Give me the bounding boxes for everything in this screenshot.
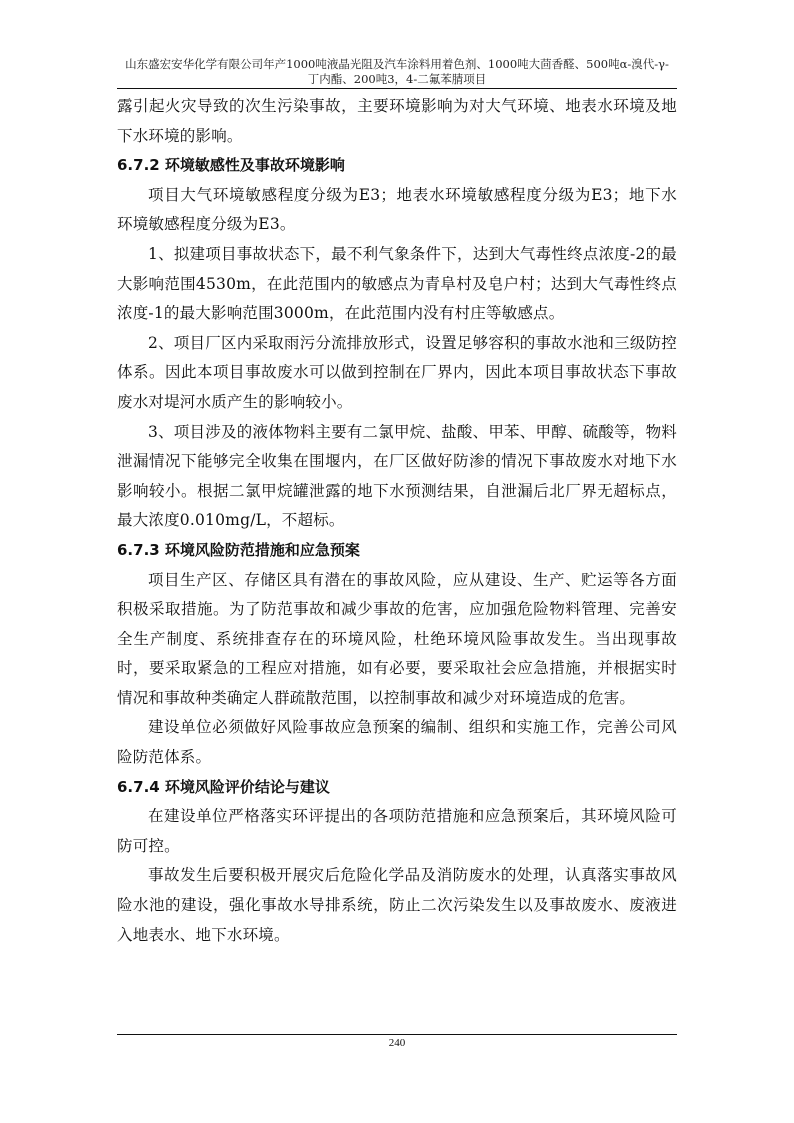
section-heading-6-7-4: 6.7.4 环境风险评价结论与建议	[117, 777, 330, 796]
running-header-line-1: 山东盛宏安华化学有限公司年产1000吨液晶光阻及汽车涂料用着色剂、1000吨大茴香醛、500吨α-溴代-γ-	[125, 57, 669, 71]
page-number: 240	[388, 1037, 406, 1049]
paragraph-conclusion: 在建设单位严格落实环评提出的各项防范措施和应急预案后，其环境风险可防可控。	[117, 807, 677, 855]
section-heading-6-7-3: 6.7.3 环境风险防范措施和应急预案	[117, 540, 360, 559]
paragraph-continuation: 露引起火灾导致的次生污染事故，主要环境影响为对大气环境、地表水环境及地下水环境的影响。	[117, 97, 677, 145]
running-header	[117, 57, 677, 87]
header-divider	[117, 88, 677, 89]
document-body	[117, 92, 677, 950]
paragraph-recommendation: 事故发生后要积极开展灾后危险化学品及消防废水的处理，认真落实事故风险水池的建设，强化事故水导排系统，防止二次污染发生以及事故废水、废液进入地表水、地下水环境。	[117, 866, 677, 944]
paragraph-sensitivity-levels: 项目大气环境敏感程度分级为E3；地表水环境敏感程度分级为E3；地下水环境敏感程度分级为E3。	[117, 185, 677, 234]
paragraph-groundwater-impact: 3、项目涉及的液体物料主要有二氯甲烷、盐酸、甲苯、甲醇、硫酸等，物料泄漏情况下能够完全收集在围堰内，在厂区做好防渗的情况下事故废水对地下水影响较小。根据二氯甲烷罐泄露的地下水预测结果，自泄漏后北厂界无超标点，最大浓度0.010mg/L，不超标。	[117, 422, 677, 530]
paragraph-prevention-measures: 项目生产区、存储区具有潜在的事故风险，应从建设、生产、贮运等各方面积极采取措施。为了防范事故和减少事故的危害，应加强危险物料管理、完善安全生产制度、系统排查存在的环境风险，杜绝环境风险事故发生。当出现事故时，要采取紧急的工程应对措施，如有必要，要采取社会应急措施，并根据实时情况和事故种类确定人群疏散范围，以控制事故和减少对环境造成的危害。	[117, 570, 677, 707]
footer-divider	[117, 1034, 677, 1035]
paragraph-atmospheric-impact: 1、拟建项目事故状态下，最不利气象条件下，达到大气毒性终点浓度-2的最大影响范围4530m，在此范围内的敏感点为青阜村及皂户村；达到大气毒性终点浓度-1的最大影响范围3000m，在此范围内没有村庄等敏感点。	[117, 244, 677, 323]
section-heading-6-7-2: 6.7.2 环境敏感性及事故环境影响	[117, 156, 345, 175]
running-header-line-2: 丁内酯、200吨3，4-二氟苯腈项目	[307, 72, 487, 86]
paragraph-emergency-plan: 建设单位必须做好风险事故应急预案的编制、组织和实施工作，完善公司风险防范体系。	[117, 718, 677, 767]
paragraph-surface-water-impact: 2、项目厂区内采取雨污分流排放形式，设置足够容积的事故水池和三级防控体系。因此本项目事故废水可以做到控制在厂界内，因此本项目事故状态下事故废水对堤河水质产生的影响较小。	[117, 333, 677, 411]
